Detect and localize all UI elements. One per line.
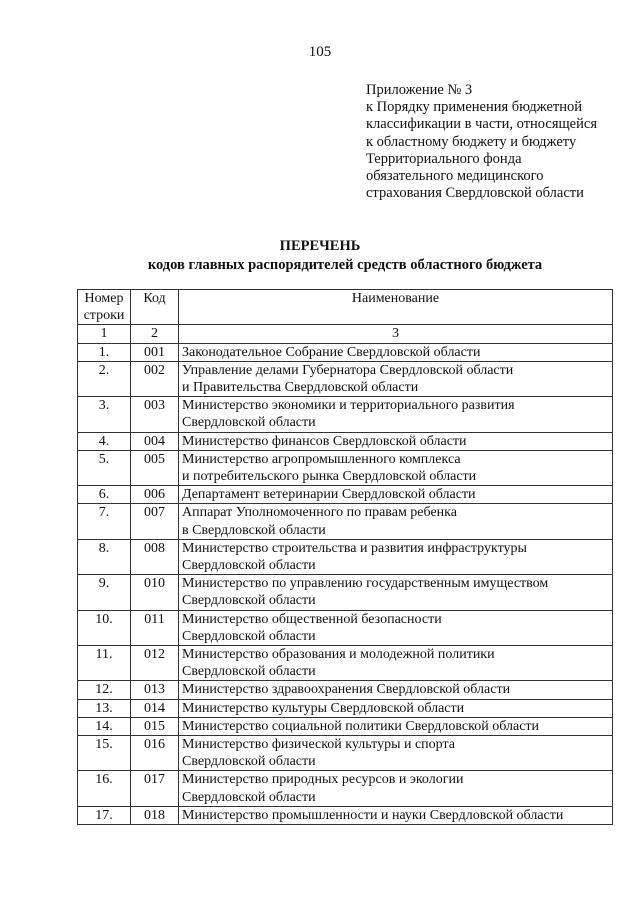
appendix-note <box>366 82 616 202</box>
index-cell: 1 <box>78 325 131 343</box>
code-cell: 002 <box>131 361 179 396</box>
index-cell: 2 <box>131 325 179 343</box>
name-line: Министерство по управлению государственным имуществом <box>182 576 549 592</box>
name-line: Свердловской области <box>182 789 316 805</box>
name-line: Министерство финансов Свердловской области <box>182 433 467 449</box>
document-subtitle: кодов главных распорядителей средств областного бюджета <box>147 257 543 273</box>
name-line: Министерство общественной безопасности <box>182 611 442 627</box>
row-number-cell: 3. <box>78 397 131 432</box>
code-cell: 008 <box>131 539 179 574</box>
row-number-cell: 17. <box>78 806 131 824</box>
name-cell <box>179 450 613 485</box>
name-line: в Свердловской области <box>182 522 326 538</box>
name-line: Свердловской области <box>182 628 316 644</box>
row-number-cell: 11. <box>78 646 131 681</box>
row-number-cell: 2. <box>78 361 131 396</box>
table-row <box>78 504 613 539</box>
name-line: и потребительского рынка Свердловской области <box>182 469 477 485</box>
name-line: Свердловской области <box>182 415 316 431</box>
table-row <box>78 646 613 681</box>
name-cell <box>179 575 613 610</box>
index-cell: 3 <box>179 325 613 343</box>
code-cell: 016 <box>131 736 179 771</box>
code-cell: 014 <box>131 699 179 717</box>
table-row <box>78 432 613 450</box>
code-cell: 005 <box>131 450 179 485</box>
name-line: Свердловской области <box>182 558 316 574</box>
table-row <box>78 736 613 771</box>
code-cell: 011 <box>131 610 179 645</box>
header-row-number <box>78 290 131 325</box>
name-cell <box>179 771 613 806</box>
name-cell <box>179 539 613 574</box>
appendix-line: к областному бюджету и бюджету <box>366 133 577 150</box>
name-line: Департамент ветеринарии Свердловской области <box>182 487 476 503</box>
name-cell <box>179 681 613 699</box>
name-line: Законодательное Собрание Свердловской области <box>182 344 481 360</box>
row-number-cell: 4. <box>78 432 131 450</box>
row-number-cell: 8. <box>78 539 131 574</box>
codes-table <box>77 289 613 825</box>
table-row <box>78 343 613 361</box>
code-cell: 010 <box>131 575 179 610</box>
name-line: Свердловской области <box>182 754 316 770</box>
name-cell <box>179 699 613 717</box>
table-row <box>78 806 613 824</box>
name-line: Министерство промышленности и науки Свердловской области <box>182 807 564 823</box>
code-cell: 012 <box>131 646 179 681</box>
name-line: Министерство экономики и территориального развития <box>182 398 515 414</box>
name-line: Министерство социальной политики Свердловской области <box>182 718 540 734</box>
name-cell <box>179 610 613 645</box>
row-number-cell: 14. <box>78 717 131 735</box>
code-cell: 001 <box>131 343 179 361</box>
header-row-number-line1: Номер <box>84 291 124 306</box>
name-line: Министерство культуры Свердловской области <box>182 700 465 716</box>
code-cell: 018 <box>131 806 179 824</box>
header-name: Наименование <box>179 290 613 325</box>
table-row <box>78 610 613 645</box>
code-cell: 007 <box>131 504 179 539</box>
code-cell: 015 <box>131 717 179 735</box>
name-line: Министерство строительства и развития инфраструктуры <box>182 540 527 556</box>
name-line: Министерство образования и молодежной политики <box>182 647 495 663</box>
name-line: Свердловской области <box>182 664 316 680</box>
table-row <box>78 699 613 717</box>
name-cell <box>179 806 613 824</box>
appendix-line: обязательного медицинского <box>366 168 544 185</box>
name-cell <box>179 432 613 450</box>
name-cell <box>179 736 613 771</box>
table-row <box>78 486 613 504</box>
table-row <box>78 397 613 432</box>
name-cell <box>179 486 613 504</box>
name-line: Министерство здравоохранения Свердловской области <box>182 682 511 698</box>
row-number-cell: 13. <box>78 699 131 717</box>
header-code: Код <box>131 290 179 325</box>
appendix-line: к Порядку применения бюджетной <box>366 99 583 116</box>
row-number-cell: 5. <box>78 450 131 485</box>
table-row <box>78 450 613 485</box>
document-title: ПЕРЕЧЕНЬ <box>279 238 361 254</box>
table-row <box>78 539 613 574</box>
appendix-line: страхования Свердловской области <box>366 185 584 202</box>
table-index-row <box>78 325 613 343</box>
table-row <box>78 361 613 396</box>
code-cell: 006 <box>131 486 179 504</box>
name-line: Министерство физической культуры и спорта <box>182 737 455 753</box>
row-number-cell: 12. <box>78 681 131 699</box>
row-number-cell: 6. <box>78 486 131 504</box>
name-line: Свердловской области <box>182 593 316 609</box>
row-number-cell: 9. <box>78 575 131 610</box>
header-row-number-line2: строки <box>83 308 125 324</box>
code-cell: 013 <box>131 681 179 699</box>
name-line: Аппарат Уполномоченного по правам ребенка <box>182 505 457 521</box>
name-cell <box>179 361 613 396</box>
name-cell <box>179 397 613 432</box>
table-row <box>78 771 613 806</box>
table-row <box>78 575 613 610</box>
appendix-line: Приложение № 3 <box>366 82 473 98</box>
appendix-line: классификации в части, относящейся <box>366 116 597 133</box>
table-row <box>78 717 613 735</box>
table-row <box>78 681 613 699</box>
name-cell <box>179 717 613 735</box>
name-line: Министерство природных ресурсов и экологии <box>182 772 464 788</box>
appendix-line: Территориального фонда <box>366 150 522 167</box>
name-cell <box>179 646 613 681</box>
code-cell: 003 <box>131 397 179 432</box>
table-header-row <box>78 290 613 325</box>
row-number-cell: 7. <box>78 504 131 539</box>
code-cell: 017 <box>131 771 179 806</box>
row-number-cell: 1. <box>78 343 131 361</box>
name-cell <box>179 504 613 539</box>
name-line: Управление делами Губернатора Свердловской области <box>182 362 514 378</box>
code-cell: 004 <box>131 432 179 450</box>
page-number: 105 <box>308 44 332 60</box>
name-line: Министерство агропромышленного комплекса <box>182 451 461 467</box>
name-line: и Правительства Свердловской области <box>182 380 419 396</box>
table-body <box>78 343 613 824</box>
row-number-cell: 15. <box>78 736 131 771</box>
name-cell <box>179 343 613 361</box>
row-number-cell: 16. <box>78 771 131 806</box>
row-number-cell: 10. <box>78 610 131 645</box>
